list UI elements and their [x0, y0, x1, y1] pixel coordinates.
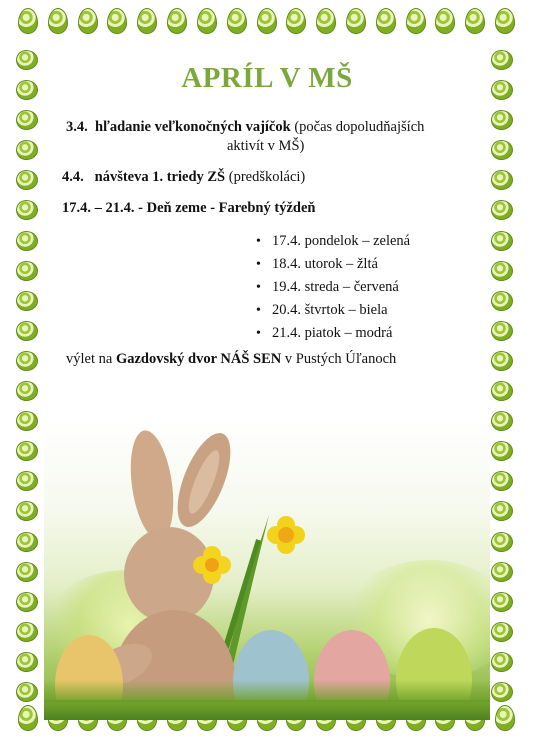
border-egg-icon: [491, 200, 513, 220]
border-egg-icon: [16, 351, 38, 371]
egg-hunt-note: (počas dopoludňajších: [294, 119, 425, 135]
border-egg-icon: [78, 8, 98, 34]
border-egg-icon: [491, 351, 513, 371]
easter-illustration: [44, 420, 490, 720]
border-egg-icon: [465, 8, 485, 34]
list-item: • 18.4. utorok – žltá: [256, 253, 410, 276]
school-visit-date: 4.4.: [62, 169, 84, 185]
border-egg-icon: [16, 381, 38, 401]
border-egg-icon: [16, 441, 38, 461]
border-egg-icon: [16, 50, 38, 70]
list-item: • 20.4. štvrtok – biela: [256, 299, 410, 322]
trip-place: Gazdovský dvor NÁŠ SEN: [115, 351, 282, 367]
border-egg-icon: [491, 682, 513, 702]
border-egg-icon: [16, 110, 38, 130]
border-egg-icon: [48, 8, 68, 34]
trip-prefix: výlet na: [66, 351, 113, 367]
grass: [44, 680, 490, 720]
school-visit-note: (predškoláci): [228, 169, 306, 185]
border-egg-icon: [16, 652, 38, 672]
border-egg-icon: [491, 501, 513, 521]
border-egg-icon: [491, 532, 513, 552]
egg-border-left: [16, 50, 42, 702]
border-egg-icon: [18, 705, 38, 731]
border-egg-icon: [16, 592, 38, 612]
border-egg-icon: [406, 8, 426, 34]
border-egg-icon: [16, 261, 38, 281]
list-item: • 19.4. streda – červená: [256, 276, 410, 299]
border-egg-icon: [16, 622, 38, 642]
border-egg-icon: [286, 8, 306, 34]
border-egg-icon: [491, 170, 513, 190]
border-egg-icon: [16, 291, 38, 311]
border-egg-icon: [16, 321, 38, 341]
border-egg-icon: [167, 8, 187, 34]
border-egg-icon: [491, 411, 513, 431]
egg-hunt-event: hľadanie veľkonočných vajíčok: [95, 119, 291, 135]
border-egg-icon: [16, 80, 38, 100]
border-egg-icon: [491, 471, 513, 491]
egg-hunt-date: 3.4.: [66, 119, 88, 135]
color-days-list: [256, 230, 410, 345]
border-egg-icon: [491, 441, 513, 461]
border-egg-icon: [137, 8, 157, 34]
border-egg-icon: [107, 8, 127, 34]
list-item: • 17.4. pondelok – zelená: [256, 230, 410, 253]
border-egg-icon: [16, 200, 38, 220]
border-egg-icon: [16, 170, 38, 190]
border-egg-icon: [227, 8, 247, 34]
border-egg-icon: [16, 471, 38, 491]
school-visit-line: [62, 168, 305, 187]
border-egg-icon: [16, 562, 38, 582]
bunny-and-eggs-illustration: [44, 420, 490, 720]
border-egg-icon: [16, 532, 38, 552]
border-egg-icon: [16, 501, 38, 521]
border-egg-icon: [491, 291, 513, 311]
border-egg-icon: [491, 80, 513, 100]
border-egg-icon: [197, 8, 217, 34]
border-egg-icon: [495, 8, 515, 34]
border-egg-icon: [346, 8, 366, 34]
egg-border-right: [491, 50, 517, 702]
border-egg-icon: [16, 411, 38, 431]
egg-border-top: [18, 8, 515, 48]
border-egg-icon: [16, 231, 38, 251]
border-egg-icon: [491, 622, 513, 642]
border-egg-icon: [495, 705, 515, 731]
egg-hunt-note-cont: aktivít v MŠ): [227, 138, 305, 154]
border-egg-icon: [491, 261, 513, 281]
border-egg-icon: [491, 592, 513, 612]
list-item: • 21.4. piatok – modrá: [256, 322, 410, 345]
bunny-ear-left: [125, 428, 180, 542]
border-egg-icon: [435, 8, 455, 34]
border-egg-icon: [491, 140, 513, 160]
border-egg-icon: [491, 321, 513, 341]
trip-line: [66, 350, 396, 369]
earth-week-line: [62, 199, 315, 218]
page-title: APRÍL V MŠ: [181, 62, 353, 94]
egg-hunt-line: [66, 118, 424, 137]
trip-suffix: v Pustých Úľanoch: [284, 351, 397, 367]
border-egg-icon: [491, 562, 513, 582]
earth-week-dates: 17.4. – 21.4. -: [62, 200, 143, 216]
border-egg-icon: [491, 652, 513, 672]
border-egg-icon: [16, 682, 38, 702]
border-egg-icon: [16, 140, 38, 160]
border-egg-icon: [18, 8, 38, 34]
border-egg-icon: [491, 231, 513, 251]
border-egg-icon: [491, 50, 513, 70]
border-egg-icon: [257, 8, 277, 34]
school-visit-event: návšteva 1. triedy ZŠ: [94, 169, 226, 185]
border-egg-icon: [316, 8, 336, 34]
border-egg-icon: [491, 381, 513, 401]
daffodil-flower-upper: [267, 516, 305, 554]
border-egg-icon: [376, 8, 396, 34]
border-egg-icon: [491, 110, 513, 130]
bunny-head: [124, 527, 214, 623]
earth-week-event: Deň zeme - Farebný týždeň: [146, 200, 316, 216]
